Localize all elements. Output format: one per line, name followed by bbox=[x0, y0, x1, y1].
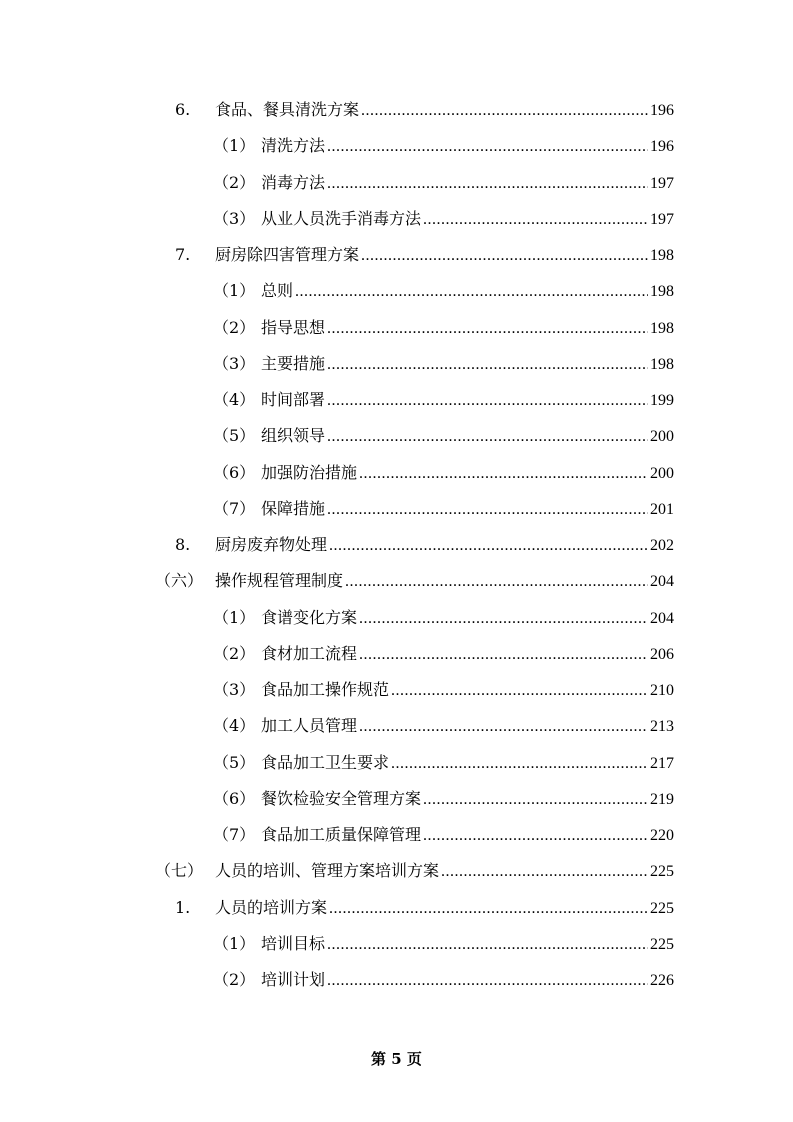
toc-entry-number: （六） bbox=[155, 571, 204, 591]
dot-leader bbox=[391, 681, 648, 701]
toc-entry[interactable] bbox=[0, 90, 793, 126]
toc-entry-title: 培训目标 bbox=[261, 933, 326, 953]
toc-entry[interactable] bbox=[0, 235, 793, 271]
dot-leader bbox=[345, 572, 648, 592]
toc-entry-line bbox=[213, 970, 674, 990]
toc-entry-page-number: 196 bbox=[650, 138, 674, 156]
toc-entry-page-number: 198 bbox=[650, 247, 674, 264]
toc-entry[interactable] bbox=[0, 199, 793, 235]
toc-entry[interactable] bbox=[0, 525, 793, 561]
dot-leader bbox=[361, 246, 648, 266]
dot-leader bbox=[361, 101, 648, 121]
toc-entry-page-number: 196 bbox=[650, 102, 674, 119]
toc-entry-line bbox=[213, 173, 674, 193]
toc-entry-number: （7） bbox=[213, 498, 256, 518]
toc-entry-line bbox=[175, 535, 674, 555]
dot-leader bbox=[327, 174, 648, 194]
toc-entry-page-number: 198 bbox=[650, 355, 674, 373]
toc-entry-number: （5） bbox=[213, 752, 256, 772]
toc-entry-page-number: 225 bbox=[650, 863, 674, 881]
toc-entry[interactable] bbox=[0, 416, 793, 452]
toc-entry-number: （七） bbox=[155, 861, 204, 881]
toc-entry[interactable] bbox=[0, 561, 793, 597]
toc-entry[interactable] bbox=[0, 126, 793, 162]
page-footer bbox=[0, 1048, 793, 1069]
toc-entry-page-number: 198 bbox=[650, 283, 674, 301]
toc-entry-number: （1） bbox=[213, 136, 256, 156]
toc-entry-page-number: 226 bbox=[650, 972, 674, 989]
toc-entry[interactable] bbox=[0, 489, 793, 525]
dot-leader bbox=[327, 971, 648, 991]
toc-entry[interactable] bbox=[0, 924, 793, 960]
toc-entry[interactable] bbox=[0, 598, 793, 634]
toc-entry-title: 保障措施 bbox=[261, 498, 326, 518]
toc-entry-title: 操作规程管理制度 bbox=[215, 571, 344, 591]
toc-entry-line bbox=[213, 789, 674, 809]
toc-entry-title: 食品加工操作规范 bbox=[261, 680, 390, 699]
dot-leader bbox=[423, 790, 648, 810]
toc-entry-title: 培训计划 bbox=[261, 970, 326, 989]
dot-leader bbox=[327, 319, 648, 339]
toc-entry-page-number: 225 bbox=[650, 935, 674, 953]
toc-entry-page-number: 200 bbox=[650, 428, 674, 446]
table-of-contents bbox=[0, 90, 793, 996]
toc-entry-number: 6. bbox=[175, 100, 191, 119]
toc-entry-number: （1） bbox=[213, 607, 256, 627]
toc-entry-line bbox=[213, 426, 674, 446]
toc-entry-page-number: 206 bbox=[650, 645, 674, 663]
toc-entry-line bbox=[213, 716, 674, 736]
toc-entry-number: （5） bbox=[213, 426, 256, 446]
toc-entry-page-number: 204 bbox=[650, 573, 674, 591]
toc-entry-page-number: 201 bbox=[650, 500, 674, 518]
toc-entry[interactable] bbox=[0, 380, 793, 416]
dot-leader bbox=[359, 717, 648, 737]
toc-entry-page-number: 200 bbox=[650, 464, 674, 482]
toc-entry-line bbox=[213, 753, 674, 773]
toc-entry[interactable] bbox=[0, 851, 793, 887]
toc-entry-number: （2） bbox=[213, 317, 256, 337]
toc-entry-line bbox=[213, 136, 674, 156]
toc-entry-line bbox=[175, 898, 674, 918]
toc-entry-line bbox=[213, 318, 674, 338]
toc-entry-page-number: 197 bbox=[650, 174, 674, 192]
toc-entry-title: 食品加工质量保障管理 bbox=[261, 825, 422, 844]
toc-entry[interactable] bbox=[0, 453, 793, 489]
toc-entry-title: 食品、餐具清洗方案 bbox=[215, 100, 360, 119]
toc-entry-page-number: 220 bbox=[650, 827, 674, 844]
toc-entry[interactable] bbox=[0, 271, 793, 307]
dot-leader bbox=[327, 355, 648, 375]
dot-leader bbox=[329, 536, 648, 556]
toc-entry-page-number: 197 bbox=[650, 210, 674, 228]
toc-entry-number: 7. bbox=[175, 245, 191, 264]
toc-entry-title: 加工人员管理 bbox=[261, 716, 358, 736]
toc-entry-title: 消毒方法 bbox=[261, 172, 326, 192]
toc-entry[interactable] bbox=[0, 743, 793, 779]
toc-entry-line bbox=[213, 209, 674, 229]
toc-entry[interactable] bbox=[0, 815, 793, 851]
toc-entry-title: 时间部署 bbox=[261, 390, 326, 409]
toc-entry-line bbox=[213, 644, 674, 664]
toc-entry[interactable] bbox=[0, 308, 793, 344]
dot-leader bbox=[327, 391, 648, 411]
toc-entry-line bbox=[213, 354, 674, 374]
page-number-label: 第 5 页 bbox=[371, 1050, 422, 1068]
toc-entry-title: 人员的培训、管理方案培训方案 bbox=[215, 861, 440, 881]
dot-leader bbox=[359, 609, 648, 629]
toc-entry-title: 食谱变化方案 bbox=[261, 607, 358, 627]
toc-entry-title: 人员的培训方案 bbox=[215, 897, 328, 917]
toc-entry-line bbox=[213, 499, 674, 519]
toc-entry-line bbox=[155, 861, 674, 881]
toc-entry-line bbox=[175, 100, 674, 120]
toc-entry-page-number: 202 bbox=[650, 537, 674, 554]
toc-entry-title: 清洗方法 bbox=[261, 136, 326, 156]
toc-entry-number: （1） bbox=[213, 281, 256, 301]
toc-entry[interactable] bbox=[0, 888, 793, 924]
dot-leader bbox=[327, 500, 648, 520]
toc-entry-number: 8. bbox=[175, 535, 191, 554]
toc-entry-line bbox=[213, 281, 674, 301]
toc-entry-line bbox=[213, 825, 674, 845]
toc-entry-title: 加强防治措施 bbox=[261, 462, 358, 482]
dot-leader bbox=[327, 935, 648, 955]
toc-entry-number: （2） bbox=[213, 643, 256, 663]
toc-entry-page-number: 210 bbox=[650, 682, 674, 699]
toc-entry-title: 食材加工流程 bbox=[261, 643, 358, 663]
dot-leader bbox=[327, 427, 648, 447]
toc-entry-title: 指导思想 bbox=[261, 317, 326, 337]
toc-entry-page-number: 204 bbox=[650, 609, 674, 627]
toc-entry[interactable] bbox=[0, 344, 793, 380]
toc-entry-page-number: 219 bbox=[650, 790, 674, 808]
toc-entry-number: （1） bbox=[213, 933, 256, 953]
toc-entry[interactable] bbox=[0, 960, 793, 996]
toc-entry-line bbox=[175, 245, 674, 265]
toc-entry-title: 总则 bbox=[261, 281, 294, 301]
toc-entry-title: 组织领导 bbox=[261, 426, 326, 446]
toc-entry-number: （6） bbox=[213, 788, 256, 808]
toc-entry[interactable] bbox=[0, 706, 793, 742]
dot-leader bbox=[359, 464, 648, 484]
toc-entry-line bbox=[213, 463, 674, 483]
toc-entry-page-number: 225 bbox=[650, 899, 674, 917]
toc-entry-number: （3） bbox=[213, 353, 256, 373]
toc-entry-page-number: 217 bbox=[650, 754, 674, 772]
dot-leader bbox=[329, 899, 648, 919]
toc-entry-number: （4） bbox=[213, 716, 256, 736]
dot-leader bbox=[423, 210, 648, 230]
toc-entry-line bbox=[213, 934, 674, 954]
toc-entry-title: 厨房除四害管理方案 bbox=[215, 245, 360, 264]
dot-leader bbox=[391, 754, 648, 774]
toc-entry-title: 食品加工卫生要求 bbox=[261, 752, 390, 772]
toc-entry-page-number: 198 bbox=[650, 319, 674, 337]
toc-entry-number: （4） bbox=[213, 390, 256, 409]
toc-entry-number: （3） bbox=[213, 680, 256, 699]
toc-entry-line bbox=[213, 680, 674, 700]
toc-entry-number: （3） bbox=[213, 208, 256, 228]
toc-entry-page-number: 213 bbox=[650, 718, 674, 736]
toc-entry-line bbox=[155, 571, 674, 591]
dot-leader bbox=[423, 826, 648, 846]
toc-entry-title: 餐饮检验安全管理方案 bbox=[261, 788, 422, 808]
toc-entry-number: （2） bbox=[213, 970, 256, 989]
toc-entry-number: （2） bbox=[213, 172, 256, 192]
toc-entry-line bbox=[213, 390, 674, 410]
toc-entry[interactable] bbox=[0, 670, 793, 706]
toc-entry-title: 主要措施 bbox=[261, 353, 326, 373]
toc-entry[interactable] bbox=[0, 163, 793, 199]
toc-entry[interactable] bbox=[0, 779, 793, 815]
toc-entry-number: （6） bbox=[213, 462, 256, 482]
toc-entry-title: 厨房废弃物处理 bbox=[215, 535, 328, 554]
toc-entry-title: 从业人员洗手消毒方法 bbox=[261, 208, 422, 228]
dot-leader bbox=[327, 137, 648, 157]
toc-entry-number: （7） bbox=[213, 825, 256, 844]
toc-entry-number: 1. bbox=[175, 897, 191, 917]
dot-leader bbox=[359, 645, 648, 665]
toc-entry[interactable] bbox=[0, 634, 793, 670]
toc-entry-page-number: 199 bbox=[650, 392, 674, 409]
dot-leader bbox=[441, 862, 648, 882]
dot-leader bbox=[295, 282, 648, 302]
toc-entry-line bbox=[213, 608, 674, 628]
